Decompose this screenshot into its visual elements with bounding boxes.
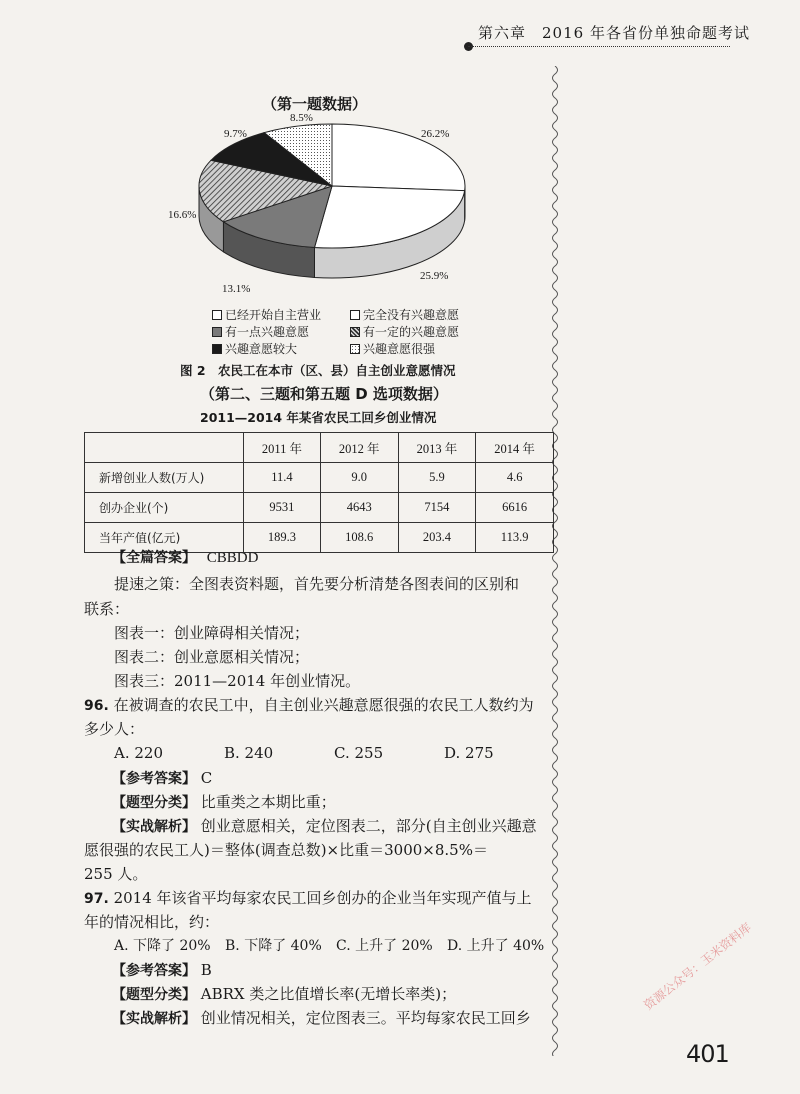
table-section-caption: （第二、三题和第五题 D 选项数据）: [200, 385, 448, 403]
q96-analysis-line-1: [112, 814, 537, 839]
pie-label-0: 26.2%: [421, 128, 450, 140]
q96-option-c: C. 255: [334, 744, 384, 762]
margin-wavy-line: [548, 66, 562, 1056]
chart-note-3: 图表三：2011—2014 年创业情况。: [114, 672, 361, 690]
pie-legend: [212, 306, 488, 357]
q97-analysis-label: 【实战解析】: [112, 1011, 196, 1027]
q97-line-1: [84, 886, 532, 911]
q96-type-label: 【题型分类】: [112, 795, 196, 811]
q96-option-b: B. 240: [224, 744, 274, 762]
legend-swatch: [212, 344, 222, 354]
q97-analysis-line-1: [112, 1006, 531, 1031]
q96-ref-value: C: [200, 769, 213, 787]
q96-option-a: A. 220: [114, 744, 163, 762]
q97-option-d: D. 上升了 40%: [447, 938, 545, 954]
legend-item: 已经开始自主营业: [212, 306, 350, 323]
q97-option-b: B. 下降了 40%: [225, 938, 322, 954]
data-table: [84, 432, 554, 553]
pie-label-5: 8.5%: [290, 112, 313, 124]
table-cell: 113.9: [476, 523, 554, 553]
q96-type-line: [112, 790, 336, 815]
q97-type-label: 【题型分类】: [112, 987, 196, 1003]
table-cell: 189.3: [244, 523, 321, 553]
legend-item: 有一定的兴趣意愿: [350, 323, 488, 340]
q97-ref-value: B: [200, 961, 212, 979]
table-corner-cell: [85, 433, 244, 463]
legend-item: 兴趣意愿很强: [350, 340, 488, 357]
q96-number: 96.: [84, 698, 109, 714]
row-label: 新增创业人数(万人): [85, 463, 244, 493]
answer-value: CBBDD: [206, 550, 259, 566]
table-cell: 11.4: [244, 463, 321, 493]
legend-swatch: [350, 327, 360, 337]
q96-text: 在被调查的农民工中，自主创业兴趣意愿很强的农民工人数约为: [113, 696, 534, 714]
pie-label-1: 25.9%: [420, 270, 449, 282]
q96-analysis-line-3: 255 人。: [84, 865, 148, 883]
q96-analysis-line-2: 愿很强的农民工人)＝整体(调查总数)×比重＝3000×8.5%＝: [84, 841, 488, 859]
q97-option-c: C. 上升了 20%: [336, 938, 433, 954]
q96-options: [114, 741, 494, 765]
table-cell: 4.6: [476, 463, 554, 493]
answer-label: 【全篇答案】: [112, 550, 196, 566]
tip-line-2: 联系：: [84, 600, 130, 618]
table-cell: 9.0: [320, 463, 398, 493]
q97-text: 2014 年该省平均每家农民工回乡创办的企业当年实现产值与上: [113, 889, 532, 907]
q96-ref-line: [112, 766, 212, 791]
pie-label-2: 13.1%: [222, 283, 251, 295]
table-cell: 6616: [476, 493, 554, 523]
q97-number: 97.: [84, 891, 109, 907]
figure-top-caption: （第一题数据）: [262, 95, 368, 113]
legend-swatch: [350, 310, 360, 320]
row-label: 创办企业(个): [85, 493, 244, 523]
legend-item: 完全没有兴趣意愿: [350, 306, 488, 323]
q96-ref-label: 【参考答案】: [112, 771, 196, 787]
pie-label-3: 16.6%: [168, 209, 197, 221]
table-row: [85, 463, 554, 493]
legend-swatch: [350, 344, 360, 354]
table-header-cell: 2012 年: [320, 433, 398, 463]
table-title: 2011—2014 年某省农民工回乡创业情况: [200, 410, 437, 425]
legend-item: 有一点兴趣意愿: [212, 323, 350, 340]
q97-type-line: [112, 982, 456, 1007]
q97-type-value: ABRX 类之比值增长率(无增长率类)；: [200, 985, 457, 1003]
table-cell: 7154: [398, 493, 476, 523]
q96-line-1: [84, 693, 534, 718]
chart-note-1: 图表一：创业障碍相关情况；: [114, 624, 310, 642]
page-number: 401: [686, 1040, 729, 1068]
q97-options: [114, 934, 544, 958]
q97-line-2: 年的情况相比，约：: [84, 913, 220, 931]
legend-swatch: [212, 310, 222, 320]
watermark: 资源公众号：玉米资料库: [641, 920, 754, 1013]
legend-swatch: [212, 327, 222, 337]
running-header: 第六章 2016 年各省份单独命题考试: [478, 24, 750, 42]
figure-caption: 图 2 农民工在本市（区、县）自主创业意愿情况: [180, 363, 456, 378]
legend-item: 兴趣意愿较大: [212, 340, 350, 357]
table-cell: 5.9: [398, 463, 476, 493]
row-label: 当年产值(亿元): [85, 523, 244, 553]
q97-ref-line: [112, 958, 212, 983]
table-cell: 108.6: [320, 523, 398, 553]
table-header-cell: 2011 年: [244, 433, 321, 463]
q96-line-2: 多少人：: [84, 720, 145, 738]
table-cell: 9531: [244, 493, 321, 523]
chart-note-2: 图表二：创业意愿相关情况；: [114, 648, 310, 666]
table-cell: 4643: [320, 493, 398, 523]
pie-label-4: 9.7%: [224, 128, 247, 140]
q97-option-a: A. 下降了 20%: [114, 938, 211, 954]
table-cell: 203.4: [398, 523, 476, 553]
q96-type-value: 比重类之本期比重；: [200, 793, 336, 811]
table-header-cell: 2013 年: [398, 433, 476, 463]
q96-analysis-text-1: 创业意愿相关，定位图表二，部分(自主创业兴趣意: [200, 817, 537, 835]
table-header-cell: 2014 年: [476, 433, 554, 463]
q96-option-d: D. 275: [444, 744, 494, 762]
q97-analysis-text-1: 创业情况相关，定位图表三。平均每家农民工回乡: [200, 1009, 531, 1027]
tip-line-1: 提速之策：全图表资料题，首先要分析清楚各图表间的区别和: [114, 575, 520, 593]
table-header-row: [85, 433, 554, 463]
q97-ref-label: 【参考答案】: [112, 963, 196, 979]
table-row: [85, 493, 554, 523]
q96-analysis-label: 【实战解析】: [112, 819, 196, 835]
header-rule: [468, 46, 730, 47]
answer-line: [112, 545, 258, 570]
